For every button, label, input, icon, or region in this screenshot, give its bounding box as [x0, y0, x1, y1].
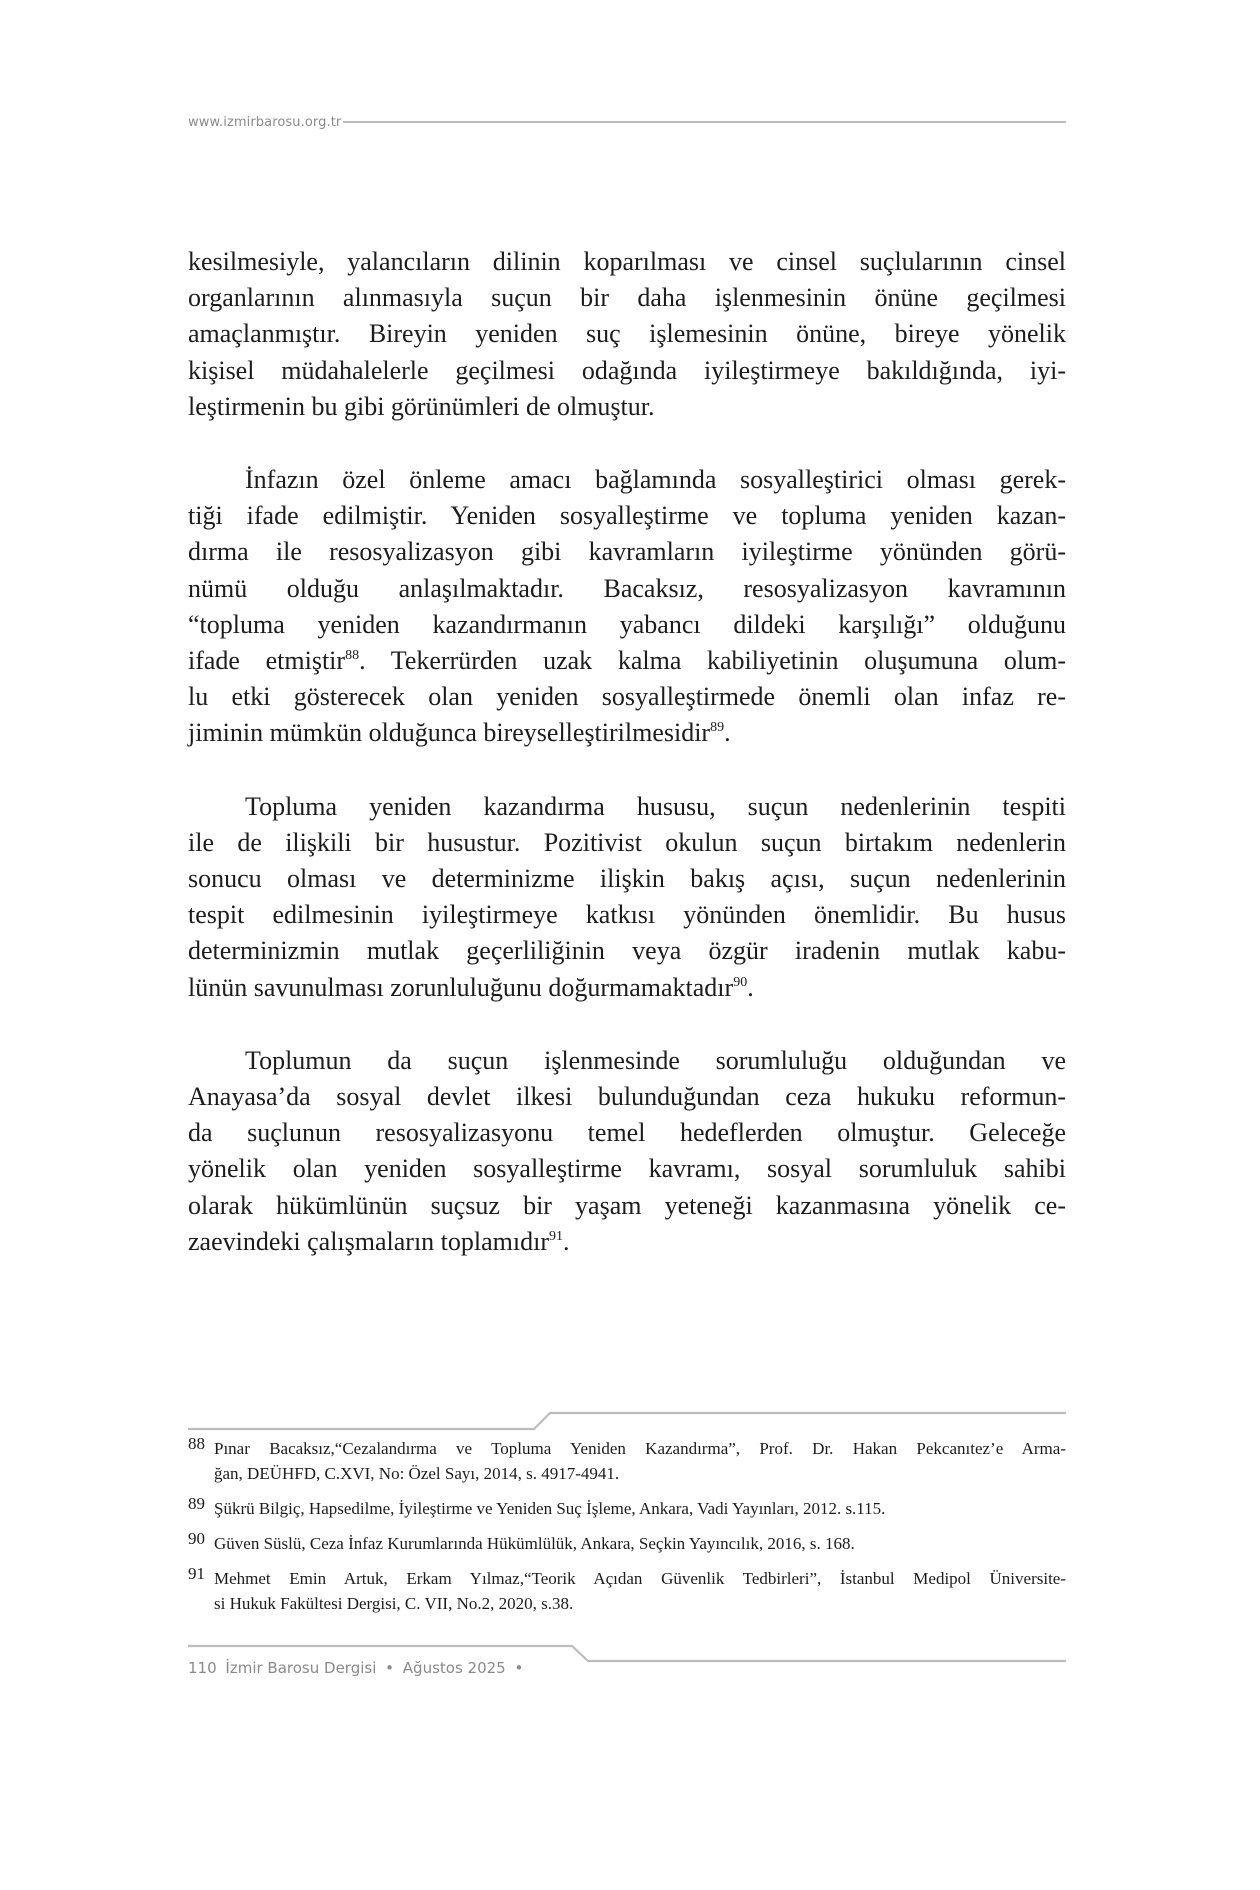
text-segment: lünün savunulması zorunluluğunu doğurmamaktadır — [188, 972, 734, 1002]
paragraph-3 — [188, 789, 1066, 1006]
footnote-line: Güven Süslü, Ceza İnfaz Kurumlarında Hükümlülük, Ankara, Seçkin Yayıncılık, 2016, s. 168. — [214, 1534, 855, 1553]
text-line: amaçlanmıştır. Bireyin yeniden suç işlemesinin önüne, bireye yönelik — [188, 319, 1066, 349]
footnote-line: ğan, DEÜHFD, C.XVI, No: Özel Sayı, 2014, s. 4917-4941. — [214, 1464, 620, 1483]
text-line: “topluma yeniden kazandırmanın yabancı dildeki karşılığı” olduğunu — [188, 609, 1066, 639]
footnote-ref-88[interactable]: 88 — [345, 648, 360, 664]
footnote-line: Şükrü Bilgiç, Hapsedilme, İyileştirme ve Yeniden Suç İşleme, Ankara, Vadi Yayınları, 2012. s.115. — [214, 1499, 886, 1518]
footnote-number: 89 — [188, 1494, 205, 1513]
footer-text — [188, 1659, 527, 1677]
text-segment: ifade etmiştir — [188, 646, 346, 676]
paragraph-1 — [188, 244, 1066, 425]
text-line: tespit edilmesinin iyileştirmeye katkısı yönünden önemlidir. Bu husus — [188, 900, 1066, 930]
footnote-88 — [188, 1436, 1066, 1486]
footnote-91 — [188, 1566, 1066, 1616]
bullet-trailing: • — [514, 1659, 524, 1677]
text-line: Anayasa’da sosyal devlet ilkesi bulunduğundan ceza hukuku reformun- — [188, 1082, 1066, 1112]
text-line — [188, 1224, 1066, 1260]
text-line: sonucu olması ve determinizme ilişkin bakış açısı, suçun nedenlerinin — [188, 864, 1066, 894]
text-segment: . — [724, 718, 731, 748]
text-line: Toplumun da suçun işlenmesinde sorumluluğu olduğundan ve — [245, 1045, 1066, 1075]
footnote-ref-89[interactable]: 89 — [710, 720, 725, 736]
header-rule — [343, 121, 1066, 123]
issue-date: Ağustos 2025 — [402, 1659, 506, 1677]
text-segment: . — [747, 972, 754, 1002]
text-segment: zaevindeki çalışmaların toplamıdır — [188, 1226, 549, 1256]
text-segment: . Tekerrürden uzak kalma kabiliyetinin oluşumuna olum- — [359, 646, 1066, 676]
text-line — [188, 715, 1066, 751]
text-line: tiği ifade edilmiştir. Yeniden sosyalleştirme ve topluma yeniden kazan- — [188, 501, 1066, 531]
text-line: Topluma yeniden kazandırma hususu, suçun nedenlerinin tespiti — [245, 791, 1066, 821]
footnote-number: 91 — [188, 1564, 205, 1583]
footnote-ref-91[interactable]: 91 — [548, 1228, 563, 1244]
header-url[interactable]: www.izmirbarosu.org.tr — [188, 114, 342, 130]
text-line: dırma ile resosyalizasyon gibi kavramların iyileştirme yönünden görü- — [188, 537, 1066, 567]
text-line: ile de ilişkili bir husustur. Pozitivist okulun suçun birtakım nedenlerin — [188, 827, 1066, 857]
paragraph-2 — [188, 462, 1066, 752]
footnote-line: Mehmet Emin Artuk, Erkam Yılmaz,“Teorik Açıdan Güvenlik Tedbirleri”, İstanbul Medipol Üniversite- — [214, 1569, 1066, 1588]
footnote-90 — [188, 1531, 1066, 1556]
text-segment: jiminin mümkün olduğunca bireyselleştirilmesidir — [188, 718, 711, 748]
body-text — [188, 244, 1066, 1260]
footnote-line: Pınar Bacaksız,“Cezalandırma ve Topluma Yeniden Kazandırma”, Prof. Dr. Hakan Pekcanıtez’e Arma- — [214, 1439, 1066, 1458]
text-line: nümü olduğu anlaşılmaktadır. Bacaksız, resosyalizasyon kavramının — [188, 573, 1066, 603]
paragraph-4 — [188, 1043, 1066, 1260]
text-segment: . — [562, 1226, 570, 1256]
text-line: leştirmenin bu gibi görünümleri de olmuştur. — [188, 391, 655, 421]
page-number: 110 — [188, 1659, 217, 1677]
text-line: da suçlunun resosyalizasyonu temel hedeflerden olmuştur. Geleceğe — [188, 1118, 1066, 1148]
page-header — [188, 112, 1066, 132]
text-line: kişisel müdahalelerle geçilmesi odağında iyileştirmeye bakıldığında, iyi- — [188, 355, 1066, 385]
text-line: determinizmin mutlak geçerliliğinin veya özgür iradenin mutlak kabu- — [188, 936, 1066, 966]
footnote-number: 88 — [188, 1434, 205, 1453]
text-line: kesilmesiyle, yalancıların dilinin koparılması ve cinsel suçlularının cinsel — [188, 247, 1066, 276]
text-line: yönelik olan yeniden sosyalleştirme kavramı, sosyal sorumluluk sahibi — [188, 1154, 1066, 1184]
footnote-89 — [188, 1496, 1066, 1521]
page-footer — [188, 1643, 1066, 1683]
text-line: lu etki gösterecek olan yeniden sosyalleştirmede önemli olan infaz re- — [188, 682, 1066, 712]
footnote-number: 90 — [188, 1529, 205, 1548]
bullet-separator: • — [385, 1659, 395, 1677]
text-line: İnfazın özel önleme amacı bağlamında sosyalleştirici olması gerek- — [245, 465, 1066, 495]
text-line: olarak hükümlünün suçsuz bir yaşam yeteneği kazanmasına yönelik ce- — [188, 1190, 1066, 1220]
footnote-divider — [188, 1410, 1066, 1432]
journal-name: İzmir Barosu Dergisi — [225, 1659, 377, 1677]
text-line — [188, 970, 1066, 1006]
footnote-ref-90[interactable]: 90 — [733, 974, 748, 990]
footnote-line: si Hukuk Fakültesi Dergisi, C. VII, No.2, 2020, s.38. — [214, 1594, 574, 1613]
text-line — [188, 643, 1066, 679]
footnotes — [188, 1436, 1066, 1626]
text-line: organlarının alınmasıyla suçun bir daha işlenmesinin önüne geçilmesi — [188, 283, 1066, 313]
